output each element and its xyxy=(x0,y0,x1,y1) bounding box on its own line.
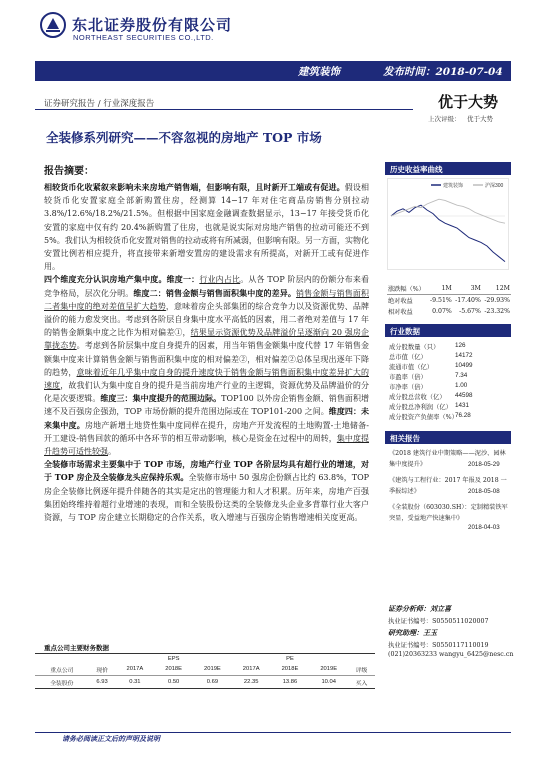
data-value: 1431 xyxy=(455,402,470,409)
previous-rating-label: 上次评级： xyxy=(428,115,461,123)
summary-p2-b4: 维度四：未来集中度。 xyxy=(44,406,369,430)
company-name-cn: 东北证券股份有限公司 xyxy=(72,17,233,34)
related-heading: 相关报告 xyxy=(390,434,420,443)
table-cell: 6.93 xyxy=(89,676,116,689)
table-row xyxy=(35,676,375,689)
summary-p2-t6: 房地产新增土地贷性集中度同样在提升，房地产开发流程的土地购置-土地储备-开工建设-销售回款的循环中各环节的相互带动影响，核心是资金在过程中的周转， xyxy=(44,420,370,443)
summary-p2-u1: 行业内占比 xyxy=(199,275,241,285)
related-report-date: 2018-05-29 xyxy=(468,461,500,468)
summary-p3-lead: 全装修市场需求主要集中于 TOP 市场，房地产行业 TOP 各阶层均具有超行业的增速，对于 TOP 房企及全装修龙头应保持乐观。 xyxy=(44,459,369,483)
table-cell: 全装股份 xyxy=(35,676,89,689)
summary-p2-t5: TOP100 以外房企销售金额、销售面积增速不及百强房企强劲，TOP 市场份额的提升范围边际或在 TOP101-200 之间。 xyxy=(44,394,370,417)
summary-p2-t7: 。 xyxy=(108,447,116,457)
table-cell: 22.35 xyxy=(232,676,271,689)
data-label: 成分股数量（只） xyxy=(389,344,440,351)
table-cell: 13.86 xyxy=(271,676,310,689)
data-heading: 行业数据 xyxy=(390,327,420,336)
summary-p2-u5: 集中度提升趋势可适性较强 xyxy=(44,433,370,457)
summary-p2-b3: 维度三：集中度提升的范围边际。 xyxy=(100,393,222,404)
summary-p3-text: 全装修市场中 50 强房企份额占比约 63.8%，TOP 房企全装修比例逐年提升伴随各的其实是定出的管理能力和人才积累。历年来，房地产百强集团始终维持着超行业增速的表现，而和全装股份这类的全装修龙头企业多背靠行业大客户资源，与 TOP 房企建立长期稳定的合作关系，收入增速与百强房企销售增速相关度更高。 xyxy=(44,473,370,523)
title-divider xyxy=(35,109,413,110)
previous-rating-value: 优于大势 xyxy=(467,115,493,123)
industry-rating: 优于大势 xyxy=(438,93,499,111)
summary-p1-lead: 相较货币化收紧叙来影响未来房地产销售端，但影响有限，且时新开工端或有促进。 xyxy=(44,182,345,192)
perf-header-cell: 1M xyxy=(428,283,453,295)
perf-header-cell: 3M xyxy=(453,283,482,295)
summary-p2-t1: 。从各 TOP 阶层内的份额分布来看竞争格局，层次化分明。 xyxy=(44,275,369,298)
document-type: 证券研究报告 / 行业深度报告 xyxy=(44,99,155,109)
related-report-date: 2018-05-08 xyxy=(468,488,500,495)
company-name-en: NORTHEAST SECURITIES CO.,LTD. xyxy=(73,33,214,42)
chart-heading: 历史收益率曲线 xyxy=(390,165,443,174)
data-value: 1.00 xyxy=(455,382,468,389)
footer-disclaimer: 请务必阅读正文后的声明及说明 xyxy=(62,734,160,743)
data-value: 10499 xyxy=(455,362,473,369)
table-cell: 10.04 xyxy=(309,676,348,689)
analyst-cert: 执业证书编号：S0550511020007 xyxy=(388,618,489,625)
data-value: 76.28 xyxy=(455,412,471,419)
forecast-table-caption: 重点公司主要财务数据 xyxy=(44,644,109,652)
table-header-cell: 2017A xyxy=(232,663,271,676)
publish-date: 发布时间：2018-07-04 xyxy=(383,66,503,78)
data-label: 市净率（倍） xyxy=(389,384,427,391)
data-value: 44598 xyxy=(455,392,473,399)
perf-cell: -5.67% xyxy=(459,308,481,315)
data-value: 126 xyxy=(455,342,466,349)
data-label: 成分股资产负债率（%） xyxy=(389,414,458,421)
legend-label: 建筑装饰 xyxy=(443,183,464,189)
summary-p2-lead: 四个维度充分认识房地产集中度。维度一： xyxy=(44,274,200,285)
summary-heading: 报告摘要： xyxy=(44,166,94,177)
perf-cell: 绝对收益 xyxy=(388,298,413,305)
table-header-cell: 2019E xyxy=(193,663,232,676)
data-label: 成分股总净利润（亿） xyxy=(389,404,452,411)
perf-header-cell: 12M xyxy=(482,283,511,295)
summary-paragraph-3 xyxy=(44,458,369,524)
table-cell xyxy=(348,654,375,664)
related-report-title[interactable]: 《建筑与工程行业：2017 年报及 2018 一季报综述》 xyxy=(389,477,507,495)
forecast-header-row xyxy=(35,663,375,676)
data-label: 成分股总营收（亿） xyxy=(389,394,446,401)
legend-label: 沪深300 xyxy=(485,183,504,189)
assistant-name: 研究助理：王玉 xyxy=(388,628,437,637)
related-report-title[interactable]: 《2018 建筑行业中期策略——泥沙、园林集中度提升》 xyxy=(389,450,506,468)
summary-p2-u2: 销售金额与销售面积二者集中度的绝对差值呈扩大趋势 xyxy=(44,288,370,311)
table-header-cell: 评级 xyxy=(348,663,375,676)
perf-header-row xyxy=(387,283,511,295)
data-value: 7.34 xyxy=(455,372,468,379)
summary-p2-t4: ，故我们认为集中度自身的提升是当前房地产行业的主逻辑，资源优势及品牌溢价的分化是次要逻辑。 xyxy=(44,381,370,404)
perf-cell: 相对收益 xyxy=(388,309,413,316)
table-cell: 0.31 xyxy=(116,676,155,689)
assistant-cert: 执业证书编号：S0550117110019 xyxy=(388,642,489,649)
perf-cell: -23.32% xyxy=(484,308,510,315)
summary-p2-u3: 结果显示资源优势及品牌溢价呈逐渐向 20 强房企靠拢态势 xyxy=(44,328,370,351)
chart-series-line xyxy=(391,205,505,261)
table-header-cell: 2017A xyxy=(116,663,155,676)
return-chart xyxy=(387,178,509,270)
perf-cell: -17.40% xyxy=(455,297,481,304)
summary-body xyxy=(44,181,369,524)
assistant-contact[interactable]: (021)20363233 wangyu_6425@nesc.cn xyxy=(388,651,514,658)
perf-row xyxy=(387,295,511,307)
table-cell: 0.69 xyxy=(193,676,232,689)
table-cell xyxy=(35,654,89,664)
chart-series-line xyxy=(391,199,505,223)
perf-row xyxy=(387,306,511,317)
footer-divider xyxy=(35,732,511,733)
table-header-cell: 重点公司 xyxy=(35,663,89,676)
table-cell: 买入 xyxy=(348,676,375,689)
table-header-cell: 现价 xyxy=(89,663,116,676)
summary-p1-text: 假设相较货币化安置家庭全部新购置住房，经测算 14−17 年对住宅商品房销售分别拉动 3.8%/12.6%/18.2%/21.5%。但根据中国家庭金融调查数据显示，13−17 年接受货币化安置的家庭中仅有约 20.4%新购置了住房，也就是说实际对房地产销售的拉动可能还不到 5%。我们认为相较货币化安置对销售的拉动或将有所减弱，但影响有限。另一方面，实物化安置比例若相应提升，将直接带来新增安置房的建设需求有所提高，对新开工或有促进作用。 xyxy=(44,183,370,272)
forecast-group-header-row xyxy=(35,654,375,664)
summary-p2-u4: 意味着近年几乎集中度自身的提升速度快于销售金额与销售面积集中度差异扩大的速度 xyxy=(44,367,369,391)
data-label: 总市值（亿） xyxy=(389,354,427,361)
forecast-table xyxy=(35,653,375,689)
perf-cell: -29.93% xyxy=(484,297,510,304)
summary-paragraph-2 xyxy=(44,273,369,458)
summary-p2-t2: ，意味着房企头部集团的综合竞争力以及资源优势、品牌溢价的能力愈发突出。考虑到各阶层自身集中度水平高低的因素，用二者绝对差值与 17 年的销售金额集中度之比作为相对偏差①， xyxy=(44,301,369,338)
report-title: 全装修系列研究——不容忽视的房地产 TOP 市场 xyxy=(46,130,322,145)
data-label: 流通市值（亿） xyxy=(389,364,434,371)
table-header-cell: 2018E xyxy=(154,663,193,676)
analyst-name: 证券分析师：刘立喜 xyxy=(388,604,451,613)
summary-p2-b2: 维度二：销售金额与销售面积集中度的差异。 xyxy=(133,287,296,298)
perf-cell: 0.07% xyxy=(432,308,452,315)
table-header-cell: 2018E xyxy=(271,663,310,676)
perf-header-cell: 涨跌幅（%） xyxy=(387,283,428,295)
summary-p2-t3: 。考虑到各阶层集中度自身提升的因素，用当年销售金额集中度代替 17 年销售金额集中度来计算销售金额与销售面积集中度的相对偏差②，相对偏差②总体呈现出逐年下降的趋势， xyxy=(44,341,370,377)
pe-group-header: PE xyxy=(232,654,348,664)
related-report-date: 2018-04-03 xyxy=(468,524,500,531)
table-header-cell: 2019E xyxy=(309,663,348,676)
table-cell: 0.50 xyxy=(154,676,193,689)
perf-cell: -9.51% xyxy=(430,297,452,304)
data-value: 14172 xyxy=(455,352,473,359)
eps-group-header: EPS xyxy=(116,654,232,664)
data-label: 市盈率（倍） xyxy=(389,374,427,381)
summary-paragraph-1 xyxy=(44,181,369,273)
performance-table xyxy=(387,283,511,317)
related-report-title[interactable]: 《全装股份（603030.SH）：定制精装铁军突显，受益地产快速集中》 xyxy=(389,504,508,522)
industry-label: 建筑装饰 xyxy=(298,66,340,78)
company-logo-icon xyxy=(40,12,66,38)
table-cell xyxy=(89,654,116,664)
